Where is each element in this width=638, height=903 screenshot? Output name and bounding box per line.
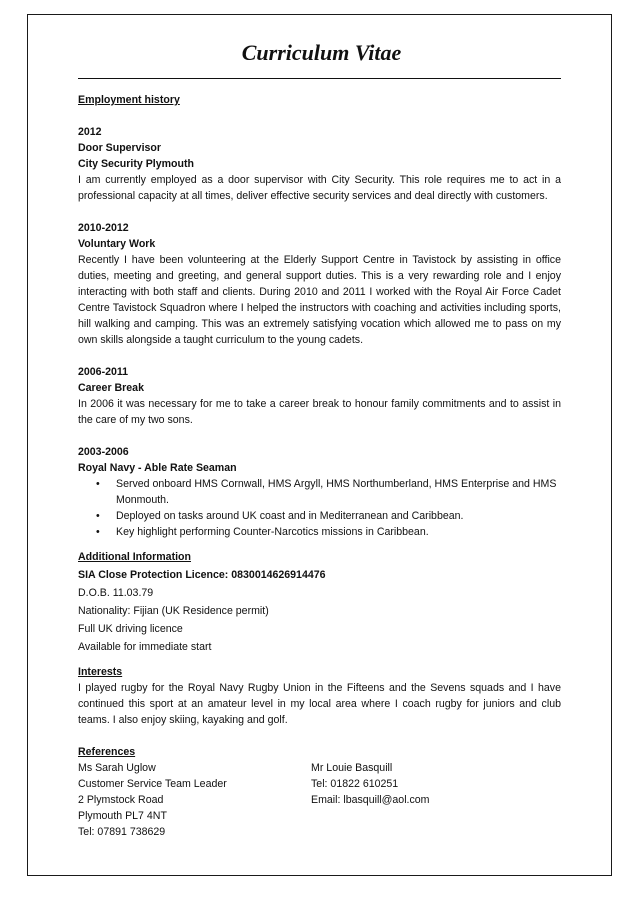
- reference-2: [311, 760, 561, 840]
- additional-section: [78, 548, 561, 656]
- bullet-icon: •: [96, 526, 100, 538]
- entry-role: Voluntary Work: [78, 238, 156, 250]
- entry-years: 2012: [78, 126, 102, 138]
- entry-years: 2003-2006: [78, 446, 129, 458]
- reference-line: Tel: 01822 610251: [311, 778, 399, 790]
- entry-role: Career Break: [78, 382, 144, 394]
- employment-heading: Employment history: [78, 94, 180, 106]
- employment-entry-2012: [78, 124, 561, 204]
- entry-text: Recently I have been volunteering at the Elderly Support Centre in Tavistock by assisting in office duties, meeting and greeting, and general support duties. This is a very rewarding role and I enjoy interacting with both staff and clients. During 2010 and 2011 I worked with the Royal Air Force Cadet Centre Tavistock Squadron where I helped the instructors with coaching and activities including sports, hill walking and camping. This was an extremely satisfying vocation which allowed me to pass on my own skills alongside a taught curriculum to the young cadets.: [78, 254, 561, 346]
- entry-role: Door Supervisor: [78, 142, 162, 154]
- employment-entry-2006-2011: [78, 364, 561, 428]
- reference-line: 2 Plymstock Road: [78, 794, 164, 806]
- page-title: Curriculum Vitae: [241, 40, 402, 65]
- additional-line: Available for immediate start: [78, 641, 212, 653]
- reference-line: Mr Louie Basquill: [311, 762, 393, 774]
- bullet-text: Key highlight performing Counter-Narcotics missions in Caribbean.: [116, 526, 429, 538]
- additional-line: Full UK driving licence: [78, 623, 183, 635]
- references-heading: References: [78, 746, 136, 758]
- reference-line: Plymouth PL7 4NT: [78, 810, 167, 822]
- employment-entry-2010-2012: [78, 220, 561, 348]
- entry-text: I am currently employed as a door supervisor with City Security. This role requires me to act in a professional capacity at all times, deliver effective security services and deal directly with customers.: [78, 174, 561, 202]
- references-section: [78, 744, 561, 840]
- additional-line: D.O.B. 11.03.79: [78, 587, 154, 599]
- bullet-text: Deployed on tasks around UK coast and in Mediterranean and Caribbean.: [116, 510, 464, 522]
- entry-org: City Security Plymouth: [78, 158, 194, 170]
- entry-role: Royal Navy - Able Rate Seaman: [78, 462, 237, 474]
- bullet-icon: •: [96, 510, 100, 522]
- list-item: [78, 476, 561, 508]
- additional-line: Nationality: Fijian (UK Residence permit): [78, 605, 269, 617]
- list-item: [78, 524, 561, 540]
- bullet-text: Served onboard HMS Cornwall, HMS Argyll, HMS Northumberland, HMS Enterprise and HMS Monmouth.: [116, 478, 557, 506]
- reference-line: Customer Service Team Leader: [78, 778, 227, 790]
- list-item: [78, 508, 561, 524]
- employment-entry-2003-2006: [78, 444, 561, 540]
- entry-years: 2010-2012: [78, 222, 129, 234]
- interests-heading: Interests: [78, 666, 123, 678]
- entry-text: In 2006 it was necessary for me to take a career break to honour family commitments and to assist in the care of my two sons.: [78, 398, 561, 426]
- entry-years: 2006-2011: [78, 366, 129, 378]
- reference-1: [78, 760, 311, 840]
- interests-section: [78, 664, 561, 728]
- bullet-icon: •: [96, 478, 100, 490]
- entry-bullet-list: [78, 476, 561, 540]
- licence-line: SIA Close Protection Licence: 0830014626914476: [78, 569, 326, 581]
- cv-document: [78, 38, 561, 840]
- reference-line: Email: lbasquill@aol.com: [311, 794, 430, 806]
- additional-heading: Additional Information: [78, 551, 191, 563]
- reference-line: Tel: 07891 738629: [78, 826, 166, 838]
- interests-text: I played rugby for the Royal Navy Rugby Union in the Fifteens and the Sevens squads and I have continued this sport at an amateur level in my local area where I coach rugby for juniors and club teams. I also enjoy skiing, kayaking and golf.: [78, 682, 561, 726]
- reference-line: Ms Sarah Uglow: [78, 762, 156, 774]
